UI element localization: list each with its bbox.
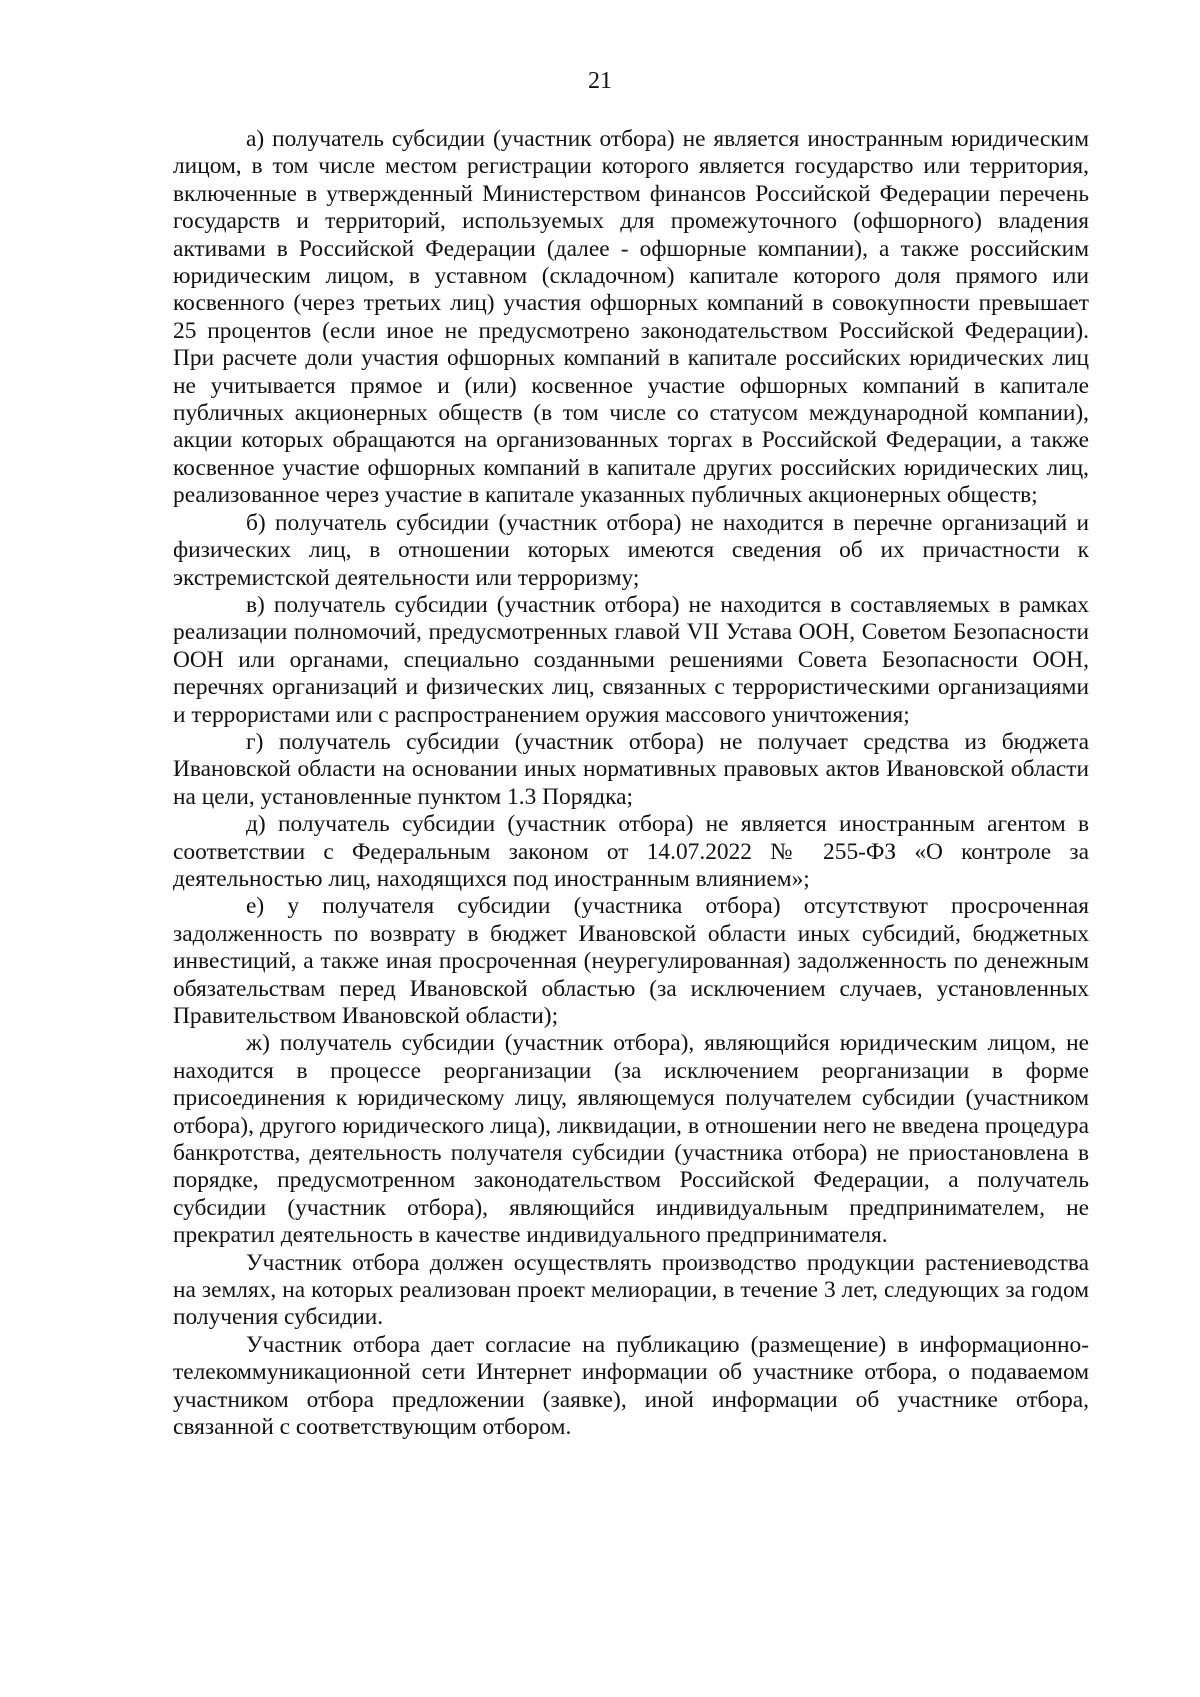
paragraph-v: в) получатель субсидии (участник отбора) не находится в составляемых в рамках реализации полномочий, предусмотренных главой VII Устава ООН, Советом Безопасности ООН или органами, специально созданными решениями Совета Безопасности ООН, перечнях организаций и физических лиц, связанных с террористическими организациями и террористами или с распространением оружия массового уничтожения;: [173, 591, 1089, 728]
paragraph-publication-consent: Участник отбора дает согласие на публикацию (размещение) в информационно-телекоммуникационной сети Интернет информации об участнике отбора, о подаваемом участником отбора предложении (заявке), иной информации об участнике отбора, связанной с соответствующим отбором.: [173, 1331, 1089, 1441]
paragraph-b: б) получатель субсидии (участник отбора) не находится в перечне организаций и физических лиц, в отношении которых имеются сведения об их причастности к экстремистской деятельности или терроризму;: [173, 509, 1089, 591]
paragraph-e: е) у получателя субсидии (участника отбора) отсутствуют просроченная задолженность по возврату в бюджет Ивановской области иных субсидий, бюджетных инвестиций, а также иная просроченная (неурегулированная) задолженность по денежным обязательствам перед Ивановской областью (за исключением случаев, установленных Правительством Ивановской области);: [173, 893, 1089, 1029]
paragraph-g: г) получатель субсидии (участник отбора) не получает средства из бюджета Ивановской области на основании иных нормативных правовых актов Ивановской области на цели, установленные пунктом 1.3 Порядка;: [173, 728, 1089, 810]
paragraph-a: а) получатель субсидии (участник отбора) не является иностранным юридическим лицом, в том числе местом регистрации которого является государство или территория, включенные в утвержденный Министерством финансов Российской Федерации перечень государств и территорий, используемых для промежуточного (офшорного) владения активами в Российской Федерации (далее - офшорные компании), а также российским юридическим лицом, в уставном (складочном) капитале которого доля прямого или косвенного (через третьих лиц) участия офшорных компаний в совокупности превышает 25 процентов (если иное не предусмотрено законодательством Российской Федерации). При расчете доли участия офшорных компаний в капитале российских юридических лиц не учитывается прямое и (или) косвенное участие офшорных компаний в капитале публичных акционерных обществ (в том числе со статусом международной компании), акции которых обращаются на организованных торгах в Российской Федерации, а также косвенное участие офшорных компаний в капитале других российских юридических лиц, реализованное через участие в капитале указанных публичных акционерных обществ;: [173, 126, 1089, 509]
document-body: [173, 126, 1089, 1442]
paragraph-d: д) получатель субсидии (участник отбора) не является иностранным агентом в соответствии с Федеральным законом от 14.07.2022 № 255-ФЗ «О контроле за деятельностью лиц, находящихся под иностранным влиянием»;: [173, 811, 1089, 892]
page-number: 21: [588, 68, 612, 94]
paragraph-production-obligation: Участник отбора должен осуществлять производство продукции растениеводства на землях, на которых реализован проект мелиорации, в течение 3 лет, следующих за годом получения субсидии.: [173, 1249, 1089, 1331]
paragraph-zh: ж) получатель субсидии (участник отбора), являющийся юридическим лицом, не находится в процессе реорганизации (за исключением реорганизации в форме присоединения к юридическому лицу, являющемуся получателем субсидии (участником отбора), другого юридического лица), ликвидации, в отношении него не введена процедура банкротства, деятельность получателя субсидии (участника отбора) не приостановлена в порядке, предусмотренном законодательством Российской Федерации, а получатель субсидии (участник отбора), являющийся индивидуальным предпринимателем, не прекратил деятельность в качестве индивидуального предпринимателя.: [173, 1030, 1089, 1249]
